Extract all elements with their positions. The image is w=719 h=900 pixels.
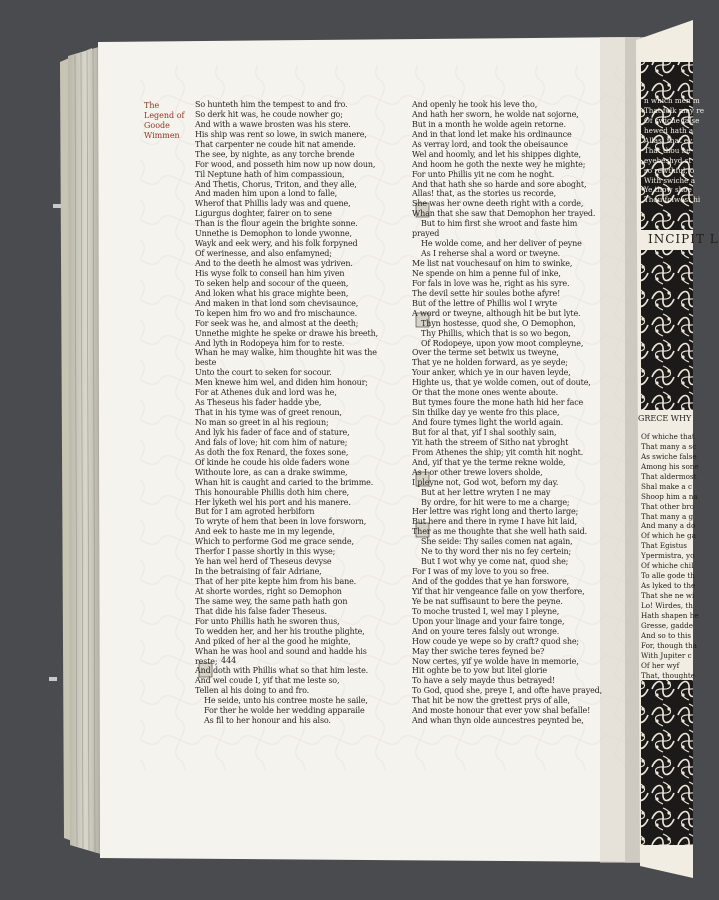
text-line: And that hath she so harde and sore aboght,: [412, 179, 587, 189]
text-line: Upon your linage and your faire tonge,: [412, 616, 565, 626]
text-line: And hath her sworn, he wolde nat sojorne,: [412, 109, 579, 119]
text-line: Wel and hoomly, and let his shippes dighte,: [412, 149, 581, 159]
text-line: Whan that she saw that Demophon her trayed.: [412, 209, 596, 219]
text-line: Unto the court to seken for socour.: [195, 368, 332, 378]
text-line: And moste honour that ever yow shal befalle!: [412, 706, 591, 716]
text-line: Therfor I passe shortly in this wyse;: [195, 547, 336, 557]
text-line: And foure tymes light the world again.: [412, 418, 564, 427]
text-line: That she ne wi: [641, 591, 695, 600]
text-line: hewed hath a: [644, 125, 694, 135]
text-line: To wedden her, and her his trouthe plighte,: [195, 626, 365, 636]
text-line: Ther as me thoughte that she well hath said.: [412, 527, 587, 537]
text-line: To kepen him fro wo and fro mischaunce.: [195, 308, 357, 318]
text-line: Whan hit is caught and caried to the brimme.: [195, 477, 374, 487]
text-line: As fil to her honour and his also.: [204, 716, 331, 726]
text-line: And doth with Phillis what so that him leste.: [195, 666, 369, 676]
text-line: Of her wyf: [641, 660, 680, 670]
right-column: [412, 100, 628, 726]
text-line: That many a sc: [641, 441, 697, 451]
text-line: To have a sely mayde thus betrayed!: [412, 676, 556, 686]
text-line: Sin thilke day ye wente fro this place,: [412, 408, 560, 418]
text-line: She seide: Thy sailes comen nat again,: [421, 537, 573, 547]
text-line: And hoom he goth the nexte wey he mighte;: [412, 159, 586, 169]
text-line: For unto Phillis yit ne com he noght.: [412, 169, 555, 179]
text-line: But for al that, yif I shal soothly sain,: [412, 427, 557, 437]
text-line: As I or other trewe lovers sholde,: [412, 467, 543, 477]
text-line: Shoop him a na: [641, 491, 698, 501]
text-line: To moche trusted I, wel may I pleyne,: [412, 606, 560, 616]
text-line: From Athenes the ship; yit comth hit noght.: [412, 447, 584, 457]
text-line: But for I am agroted herbiforn: [195, 507, 315, 517]
text-line: And with a wawe brosten was his stere.: [195, 119, 351, 129]
text-line: Unnethe mighte he speke or drawe his breeth,: [195, 328, 378, 338]
text-line: To alle gode th: [641, 571, 695, 581]
text-line: The same wey, the same path hath gon: [195, 596, 348, 606]
text-line: For I was of my love to you so free.: [412, 567, 549, 577]
text-line: Me list nat vouchesauf on him to swinke,: [412, 259, 573, 268]
text-line: As swiche false: [641, 451, 697, 461]
text-line: Allas! that ev: [644, 135, 693, 145]
text-line: Legend of: [144, 110, 185, 120]
text-line: Her lettre was right long and therto large;: [412, 507, 579, 517]
text-line: That in his tyme was of greet renoun,: [195, 408, 342, 418]
text-line: prayed: [412, 229, 440, 239]
text-line: Hit oghte be to yow but litel glorie: [412, 666, 547, 676]
text-line: Goode: [144, 120, 170, 130]
text-line: He wolde come, and her deliver of peyne: [421, 239, 582, 249]
text-line: That of her pite kepte him from his bane.: [195, 577, 357, 586]
text-line: Til Neptune hath of him compassioun,: [195, 169, 345, 179]
text-line: Withoute lore, as can a drake swimme,: [195, 467, 348, 477]
text-line: His ship was rent so lowe, in swich manere,: [195, 129, 367, 139]
incipit-heading: INCIPIT L: [648, 232, 719, 246]
text-line: Ne to thy word ther nis no fey certein;: [421, 547, 572, 557]
text-line: Of whiche chil: [641, 561, 694, 571]
text-line: To seken help and socour of the queen,: [195, 278, 349, 288]
text-line: And loken what his grace mighte been,: [195, 288, 349, 298]
text-line: But at her lettre wryten I ne may: [421, 487, 551, 497]
text-line: Ne spende on him a penne ful of inke,: [412, 268, 561, 278]
text-line: May ther swiche teres feyned be?: [412, 646, 545, 656]
text-line: As lyked to the: [641, 581, 696, 591]
text-line: And fals of love; hit com him of nature;: [195, 437, 348, 447]
running-title: [144, 101, 196, 141]
text-line: I pleyne not, God wot, beforn my day.: [412, 477, 559, 487]
text-line: For unto Phillis hath he sworen thus,: [195, 616, 340, 626]
text-line: Of which he ga: [641, 531, 696, 541]
text-line: Ye han wel herd of Theseus devyse: [195, 557, 332, 567]
text-line: That Egistus: [641, 541, 687, 551]
text-line: That folk may re: [644, 105, 704, 115]
text-line: Ligurgus doghter, fairer on to sene: [195, 209, 332, 219]
text-line: eyebeshyd st: [644, 155, 692, 165]
text-line: n which men m: [644, 96, 700, 105]
text-line: This honourable Phillis doth him chere,: [195, 487, 350, 497]
text-line: That, thoughte: [641, 670, 696, 680]
facing-page-text: [641, 432, 701, 680]
text-line: Ye thow shoe: [644, 185, 692, 195]
text-line: To God, quod she, preye I, and ofte have prayed,: [412, 686, 603, 696]
text-line: Lo! Wirdes, th: [641, 600, 693, 610]
text-line: How coude ye wepe so by craft? quod she;: [412, 636, 579, 646]
text-line: His wyse folk to conseil han him yiven: [195, 268, 345, 278]
text-line: Now certes, yif ye wolde have in memorie,: [412, 656, 579, 666]
text-line: As doth the fox Renard, the foxes sone,: [195, 447, 349, 457]
text-line: That hit be now the grettest prys of alle,: [412, 696, 570, 706]
text-line: Ye be nat suffisaunt to bere the peyne.: [412, 596, 563, 606]
text-line: For wood, and posseth him now up now doun,: [195, 159, 376, 169]
text-line: Unnethe is Demophon to londe ywonne,: [195, 229, 352, 239]
section-heading: GRECE WHY: [638, 414, 692, 423]
text-line: Wimmen: [144, 130, 180, 140]
text-line: And wel coude I, yif that me leste so,: [195, 676, 340, 686]
text-line: And in that lond let make his ordinaunce: [412, 129, 572, 139]
text-line: To wryte of hem that been in love forsworn,: [195, 517, 367, 527]
text-line: And lyth in Rodopeya him for to reste.: [195, 338, 345, 348]
text-line: And eek to haste me in my legende,: [195, 527, 335, 537]
text-line: A word or tweyne, although hit be but lyte.: [412, 308, 581, 318]
text-line: Of swiche false: [644, 115, 700, 125]
text-line: For seek was he, and almost at the deeth;: [195, 318, 359, 328]
text-line: The devil sette hir soules bothe afyre!: [412, 288, 561, 298]
text-line: The see, by nighte, as any torche brende: [195, 149, 355, 159]
text-line: And of the goddes that ye han forswore,: [412, 577, 570, 586]
text-line: For fals in love was he, right as his syre.: [412, 278, 570, 288]
text-line: With Jupiter c: [641, 650, 692, 660]
clip: [49, 677, 57, 681]
ornament-border-bottom: [641, 680, 693, 845]
text-line: And on youre teres falsly out wronge.: [412, 626, 560, 636]
text-line: So hunteth him the tempest to and fro.: [195, 100, 348, 109]
ornament-panel: [641, 250, 693, 410]
text-line: And piked of her al the good he mighte,: [195, 636, 351, 646]
text-line: Of kinde he coude his olde faders wone: [195, 457, 350, 467]
text-line: But to him first she wroot and faste him: [421, 219, 578, 229]
facing-page-top-lines: [644, 96, 704, 205]
text-line: Wayk and eek wery, and his folk forpyned: [195, 239, 358, 249]
text-line: For ther he wolde her wedding apparaile: [204, 706, 365, 716]
text-line: No man so greet in al his regioun;: [195, 418, 329, 427]
text-line: Whan he was hool and sound and hadde his: [195, 646, 367, 656]
text-line: Highte us, that ye wolde comen, out of doute,: [412, 378, 591, 388]
text-line: Of whiche that: [641, 432, 695, 441]
text-line: Thy Phillis, which that is so wo begon,: [421, 328, 571, 338]
text-line: That carpenter ne coude hit nat amende.: [195, 139, 356, 149]
clip: [53, 204, 61, 208]
page-number: 444: [221, 656, 237, 665]
text-line: Gresse, gadde: [641, 620, 693, 630]
text-line: Hath shapen he: [641, 610, 699, 620]
text-line: As I reherse shal a word or tweyne.: [421, 249, 561, 259]
text-line: Wherof that Phillis lady was and quene,: [195, 199, 351, 209]
text-line: Ypermistra, yo: [641, 551, 695, 561]
text-line: Your anker, which ye in our haven leyde,: [412, 368, 571, 378]
text-line: And Thetis, Chorus, Triton, and they alle,: [195, 179, 357, 189]
text-line: But I wot why ye come nat, quod she;: [421, 557, 569, 567]
text-line: Thyn hostesse, quod she, O Demophon,: [421, 318, 576, 328]
text-line: That thou ne: [644, 145, 691, 155]
text-line: reste;: [195, 656, 218, 666]
text-line: Yit hath the streem of Sitho nat ybroght: [412, 437, 569, 447]
text-line: And many a do: [641, 521, 696, 531]
text-line: Whan he may walke, him thoughte hit was the: [195, 348, 377, 358]
text-line: But of the lettre of Phillis wol I wryte: [412, 298, 557, 308]
text-line: But tymes foure the mone hath hid her face: [412, 398, 584, 408]
text-line: Among his sone: [641, 461, 699, 471]
text-line: For at Athenes duk and lord was he,: [195, 388, 337, 398]
text-line: That dide his false fader Theseus.: [195, 606, 327, 616]
text-line: beste: [195, 358, 217, 368]
text-line: Over the terme set betwix us tweyne,: [412, 348, 559, 358]
text-line: Shal make a c: [641, 481, 693, 491]
text-line: That many a g: [641, 511, 694, 521]
text-line: And to the deeth he almost was ydriven.: [195, 259, 353, 268]
text-line: That aldermost: [641, 471, 697, 481]
text-line: By ordre, for hit were to me a charge;: [421, 497, 570, 507]
text-line: The: [144, 101, 160, 110]
text-line: Tellen al his doing to and fro.: [195, 686, 310, 696]
text-line: Allas! that, as the stories us recorde,: [412, 189, 556, 199]
text-line: And so to this: [641, 630, 692, 640]
text-line: That ye ne holden forward, as ye seyde;: [412, 358, 568, 368]
text-line: Or that the mone ones wente aboute.: [412, 388, 558, 398]
text-line: And openly he took his leve tho,: [412, 100, 538, 109]
text-line: Yif that hir vengeance falle on yow therfore,: [412, 586, 585, 596]
text-line: That other bro: [641, 501, 695, 511]
text-line: With swiche a: [644, 175, 695, 185]
text-line: And lyk his fader of face and of stature,: [195, 427, 350, 437]
text-line: And, yif that ye the terme rekne wolde,: [412, 457, 566, 467]
text-line: so rewthful, o: [644, 165, 695, 175]
text-line: And maden him upon a lond to falle,: [195, 189, 338, 199]
text-line: So derk hit was, he coude nowher go;: [195, 109, 343, 119]
text-line: And whan thyn olde auncestres peynted be,: [412, 716, 584, 726]
text-line: As verray lord, and took the obeisaunce: [412, 139, 568, 149]
text-line: And maken in that lond som chevisaunce,: [195, 298, 359, 308]
text-line: Men knewe him wel, and diden him honour;: [195, 378, 368, 388]
text-line: But here and there in ryme I have hit laid,: [412, 517, 578, 527]
left-column: [195, 100, 407, 726]
text-line: Thou folwest hi: [644, 195, 701, 205]
text-line: In the betraising of fair Adriane,: [195, 567, 322, 577]
text-line: Which to performe God me grace sende,: [195, 537, 354, 547]
text-line: For, though tha: [641, 640, 697, 650]
text-line: At shorte wordes, right so Demophon: [195, 586, 342, 596]
text-line: He seide, unto his contree moste he saile,: [204, 696, 368, 706]
text-line: But in a month he wolde agein retorne.: [412, 119, 566, 129]
text-line: As Theseus his fader hadde ybe,: [195, 398, 322, 408]
text-line: Her lyketh wel his port and his manere.: [195, 497, 351, 507]
text-line: Of werinesse, and also enfamyned;: [195, 249, 332, 259]
text-line: She was her owne deeth right with a corde,: [412, 199, 584, 209]
text-line: Than is the flour agein the brighte sonne.: [195, 219, 358, 229]
text-line: Of Rodopeye, upon yow moot compleyne,: [421, 338, 584, 348]
